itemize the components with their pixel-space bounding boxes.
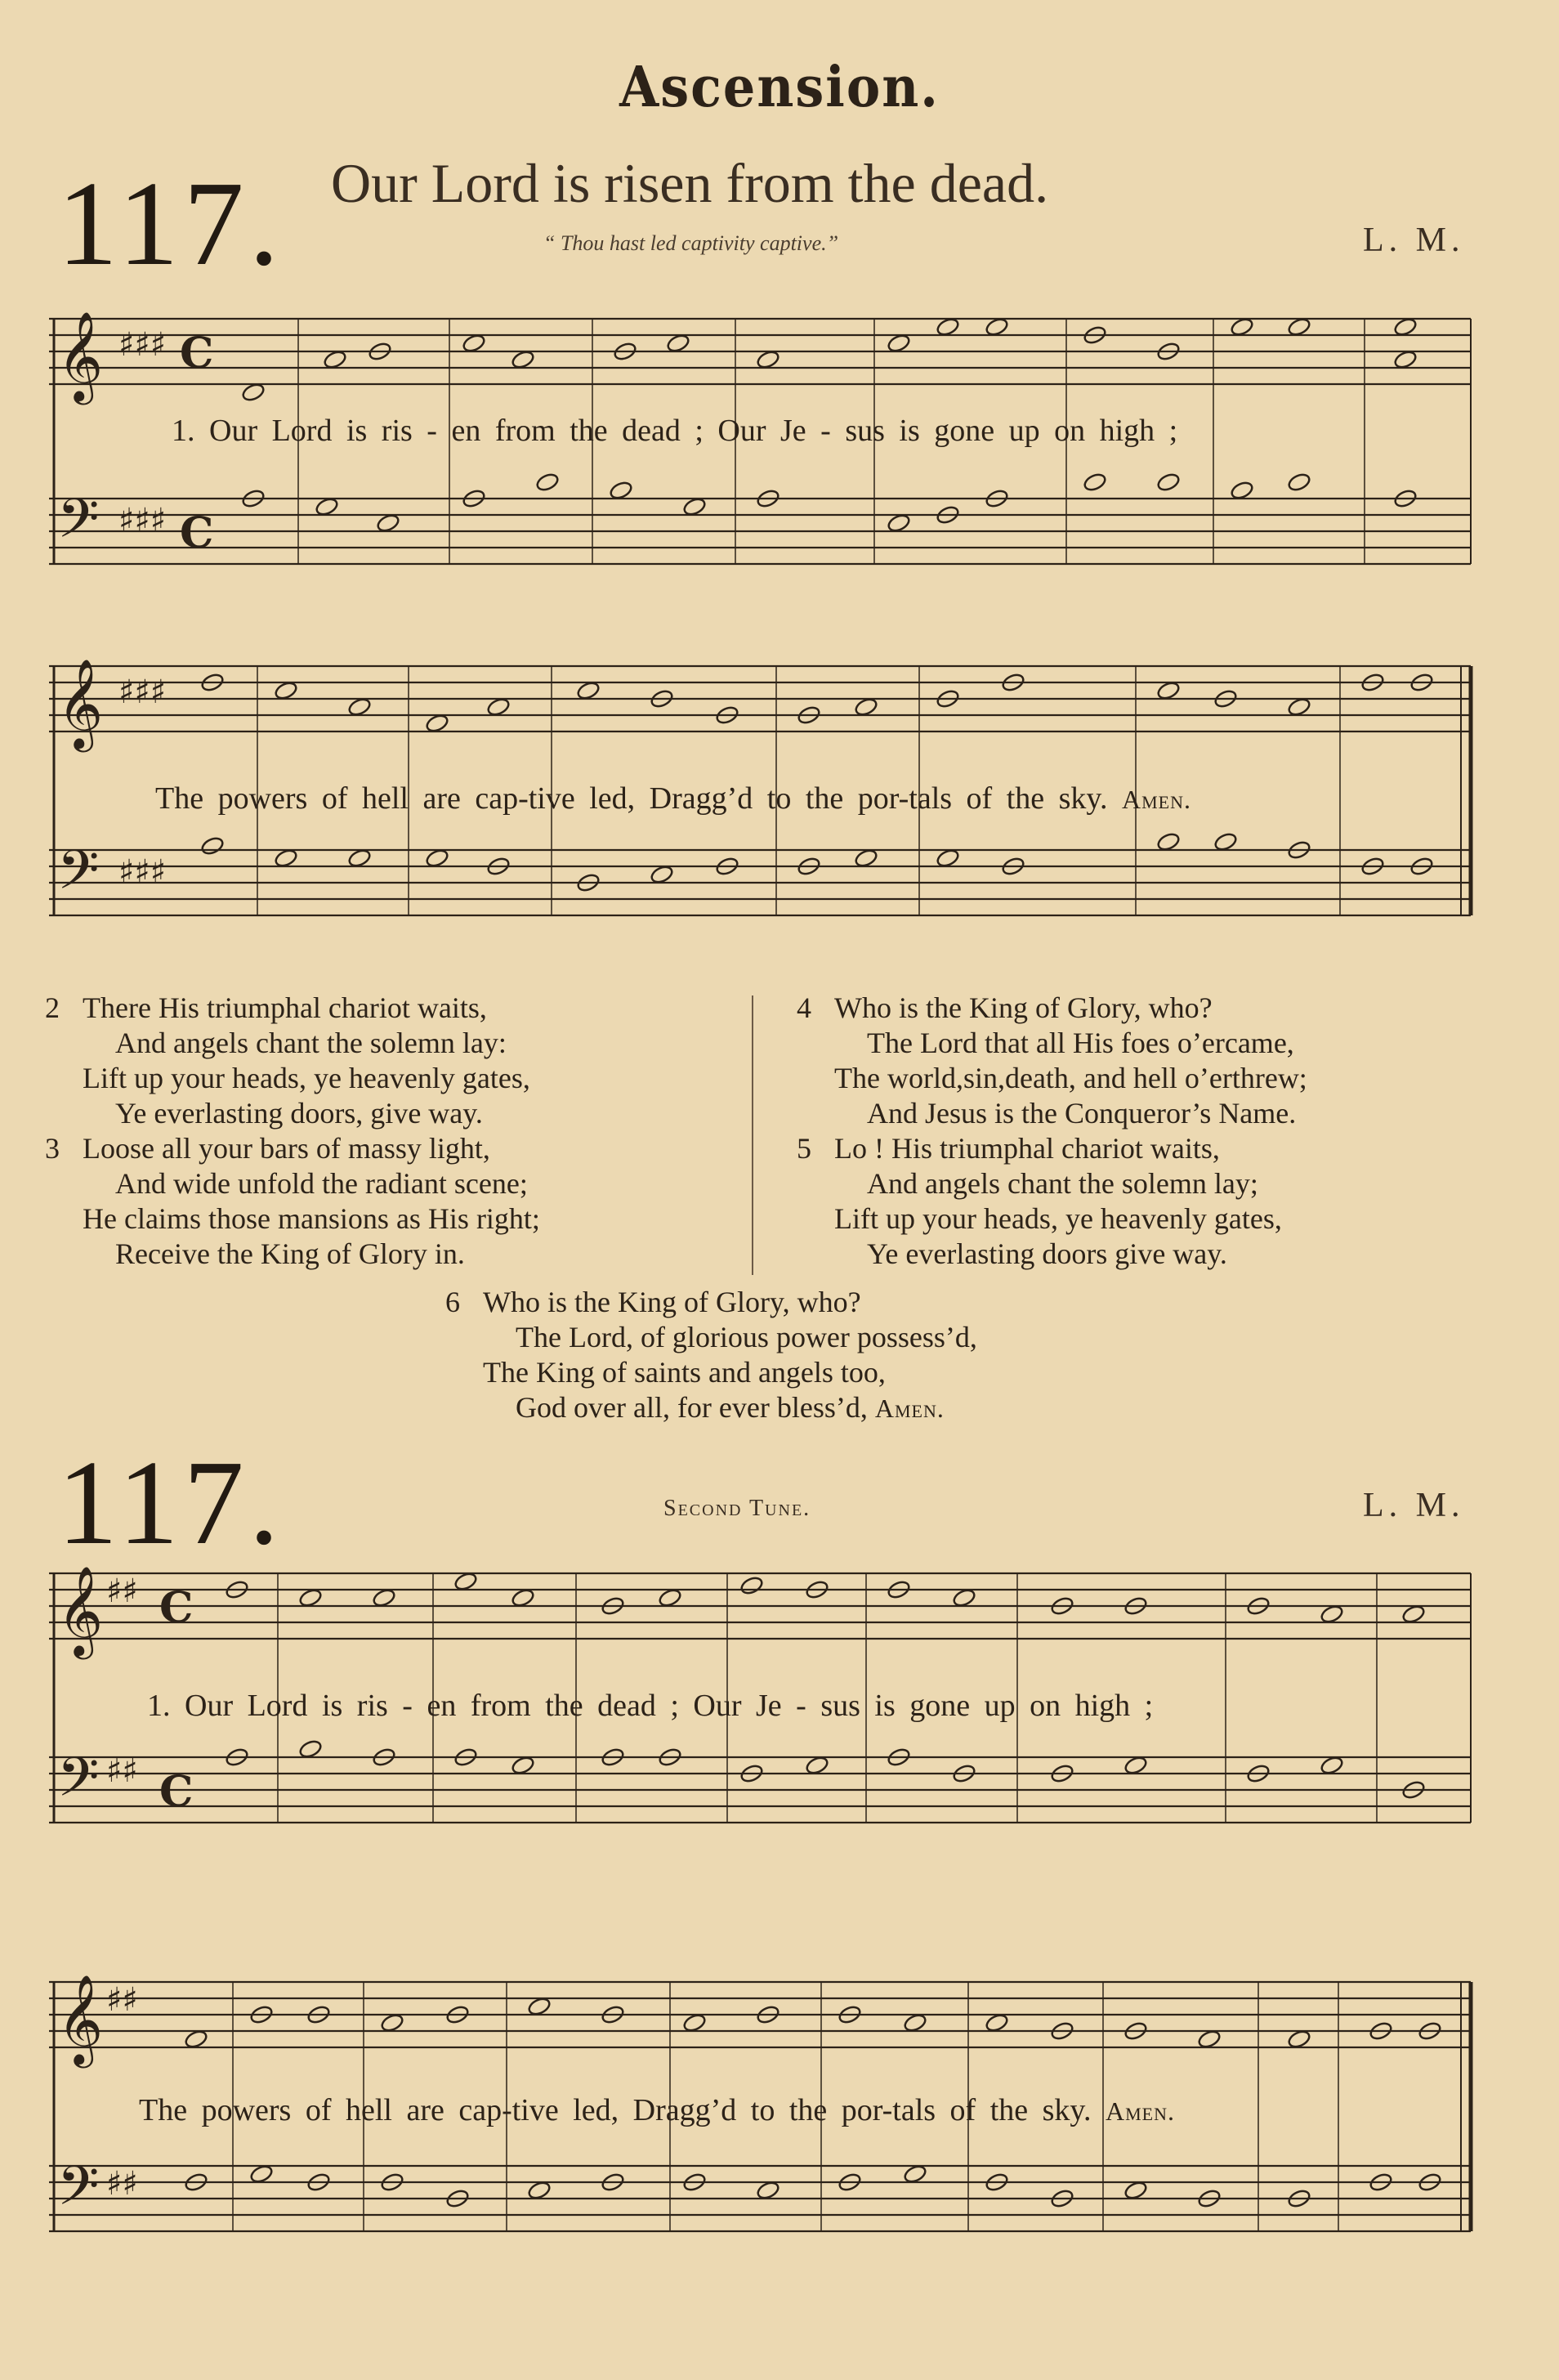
verse-line: And angels chant the solemn lay: [115, 1027, 507, 1059]
tune1-lyrics-line1: 1. Our Lord is ris - en from the dead ; Our Je - sus is gone up on high ; [172, 414, 1178, 448]
tune1-amen: Amen. [1121, 785, 1191, 814]
verse-line: Lift up your heads, ye heavenly gates, [83, 1062, 530, 1094]
verse-5 [797, 1131, 1307, 1272]
verse-line: Lo ! His triumphal chariot waits, [834, 1132, 1220, 1165]
verses-left-column [45, 991, 540, 1272]
verse-line: The King of saints and angels too, [483, 1356, 886, 1389]
verse-line: Lift up your heads, ye heavenly gates, [834, 1202, 1282, 1235]
verse-number: 3 [45, 1132, 60, 1165]
verse-6-amen: Amen. [874, 1394, 945, 1423]
svg-text:♯♯: ♯♯ [106, 1572, 138, 1610]
verse-line: Loose all your bars of massy light, [83, 1132, 490, 1165]
meter-label: L. M. [1363, 221, 1465, 259]
tune2-lyrics-line2 [139, 2092, 1175, 2128]
svg-text:𝄢: 𝄢 [57, 2154, 100, 2230]
second-tune-meter: L. M. [1363, 1487, 1465, 1524]
svg-text:𝄞: 𝄞 [57, 659, 104, 749]
svg-text:𝄞: 𝄞 [57, 1566, 104, 1656]
verse-line-text: God over all, for ever bless’d, [516, 1391, 868, 1424]
verse-line: And angels chant the solemn lay; [867, 1167, 1258, 1200]
verse-6 [445, 1285, 977, 1426]
svg-text:𝄞: 𝄞 [57, 311, 104, 401]
verse-number: 6 [445, 1286, 460, 1318]
verse-line: Ye everlasting doors, give way. [115, 1097, 483, 1130]
tune1-lyrics-line2 [155, 781, 1191, 816]
svg-text:C: C [180, 329, 214, 378]
second-tune-hymn-number: 117. [57, 1436, 284, 1570]
svg-text:𝄢: 𝄢 [57, 487, 100, 563]
verse-line: Receive the King of Glory in. [115, 1237, 465, 1270]
tune1-lyrics-line2-text: The powers of hell are cap-tive led, Dragg’d to the por-tals of the sky. [155, 781, 1108, 816]
verse-line: The Lord, of glorious power possess’d, [516, 1321, 977, 1353]
verse-number: 5 [797, 1132, 811, 1165]
text-reference: “ Thou hast led captivity captive.” [543, 231, 839, 255]
svg-text:C: C [159, 1583, 194, 1633]
section-title: Ascension. [619, 54, 940, 120]
svg-text:♯♯: ♯♯ [106, 1981, 138, 2019]
verse-line: And Jesus is the Conqueror’s Name. [867, 1097, 1297, 1130]
svg-text:𝄢: 𝄢 [57, 1746, 100, 1822]
verse-number: 4 [797, 991, 811, 1024]
svg-text:C: C [180, 508, 214, 558]
verse-line: And wide unfold the radiant scene; [115, 1167, 528, 1200]
svg-text:♯♯♯: ♯♯♯ [118, 502, 167, 539]
verse-line: Ye everlasting doors give way. [867, 1237, 1227, 1270]
verse-line [445, 1390, 977, 1426]
second-tune-label: Second Tune. [663, 1496, 811, 1521]
verse-line: There His triumphal chariot waits, [83, 991, 487, 1024]
verse-number: 2 [45, 991, 60, 1024]
verses-right-column [797, 991, 1307, 1272]
svg-text:C: C [159, 1767, 194, 1817]
verse-line: The world,sin,death, and hell o’erthrew; [834, 1062, 1307, 1094]
column-divider [752, 995, 753, 1275]
hymn-title: Our Lord is risen from the dead. [331, 152, 1049, 214]
svg-text:♯♯♯: ♯♯♯ [118, 326, 167, 364]
verse-line: Who is the King of Glory, who? [483, 1286, 861, 1318]
svg-text:♯♯♯: ♯♯♯ [118, 853, 167, 891]
music-system-1 [49, 286, 1479, 613]
verse-3 [45, 1131, 540, 1272]
verse-line: The Lord that all His foes o’ercame, [867, 1027, 1294, 1059]
svg-text:♯♯: ♯♯ [106, 2165, 138, 2203]
svg-text:♯♯: ♯♯ [106, 1752, 138, 1790]
tune2-amen: Amen. [1105, 2096, 1175, 2126]
svg-text:𝄢: 𝄢 [57, 839, 100, 915]
verse-line: Who is the King of Glory, who? [834, 991, 1213, 1024]
verse-4 [797, 991, 1307, 1131]
svg-text:𝄞: 𝄞 [57, 1975, 104, 2065]
tune2-lyrics-line1: 1. Our Lord is ris - en from the dead ; Our Je - sus is gone up on high ; [147, 1689, 1154, 1723]
tune2-lyrics-line2-text: The powers of hell are cap-tive led, Dragg’d to the por-tals of the sky. [139, 2093, 1092, 2127]
svg-text:♯♯♯: ♯♯♯ [118, 673, 167, 711]
verse-line: He claims those mansions as His right; [83, 1202, 540, 1235]
hymn-number: 117. [57, 157, 284, 291]
verse-2 [45, 991, 540, 1131]
